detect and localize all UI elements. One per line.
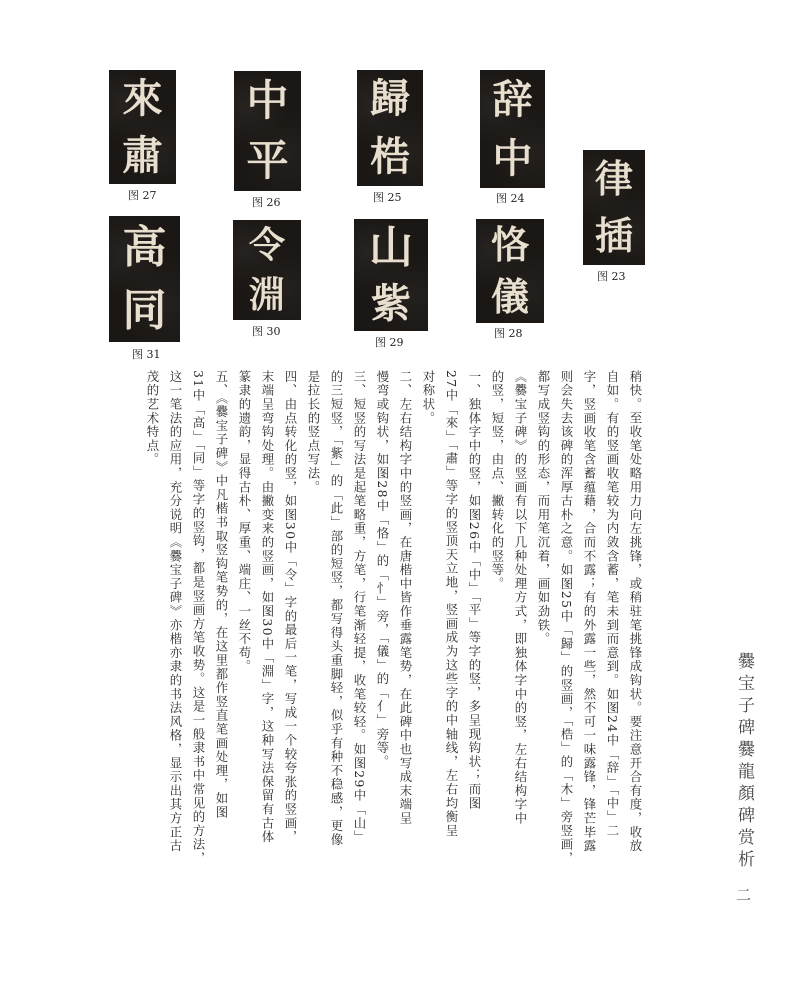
- rubbing-glyph: 高: [122, 221, 167, 273]
- rubbing-plate-fig29: [354, 219, 428, 331]
- rubbing-glyph: 中: [492, 134, 533, 182]
- rubbing-glyph: 淵: [248, 274, 285, 316]
- running-title: 爨宝子碑爨龍顏碑赏析: [734, 652, 754, 872]
- rubbing-plate-fig26: [234, 71, 301, 191]
- text-column: 的三短竖，「紫」的「此」部的短竖，都写得头重脚轻，似乎有种不稳感，更像: [329, 370, 344, 847]
- rubbing-glyph: 肅: [122, 131, 163, 179]
- text-column: 31中「高」「同」等字的竖钩，都是竖画方笔收势。这是一般隶书中常见的方法，: [191, 370, 206, 866]
- text-column: 字，竖画收笔含蓄蕴藉，合而不露；有的外露一些，然不可一味露锋，锋芒毕露: [582, 370, 597, 853]
- rubbing-glyph: 平: [246, 136, 289, 185]
- rubbing-plate-fig31: [109, 216, 180, 342]
- rubbing-glyph: 來: [122, 74, 163, 122]
- rubbing-glyph: 令: [248, 224, 285, 266]
- text-column: 自如。有的竖画收笔较为内敛含蓄，笔未到而意到。如图24中「辞」「中」二: [605, 370, 620, 838]
- rubbing-glyph: 律: [594, 155, 633, 201]
- text-column: 则会失去该碑的浑厚古朴之意。如图25中「歸」的竖画，「梏」的「木」旁竖画，: [559, 370, 574, 866]
- rubbing-glyph: 恪: [490, 222, 529, 267]
- rubbing-plate-fig28: [476, 219, 544, 323]
- figure-caption: 图 26: [252, 196, 281, 209]
- text-column: 稍快。至收笔处略用力向左挑锋，或稍驻笔挑锋成钩状。要注意开合有度，收放: [628, 370, 643, 853]
- text-column: 的竖，短竖，由点、撇转化的竖等。: [490, 370, 505, 591]
- text-column: 三、短竖的写法是起笔略重，方笔，行笔渐轻提，收笔较轻。如图29中「山」: [352, 370, 367, 844]
- rubbing-plate-fig24: [480, 70, 545, 188]
- rubbing-glyph: 辞: [492, 75, 533, 123]
- figure-caption: 图 28: [494, 327, 523, 340]
- rubbing-plate-fig25: [357, 70, 423, 186]
- text-column: 五、《爨宝子碑》中凡楷书取竖钩笔势的，在这里都作竖直笔画处理，如图: [214, 370, 229, 820]
- rubbing-glyph: 梏: [370, 133, 410, 180]
- text-column: 四、由点转化的竖，如图30中「令」字的最后一笔，写成一个较夸张的竖画，: [283, 370, 298, 844]
- text-column: 这一笔法的应用，充分说明《爨宝子碑》亦楷亦隶的书法风格，显示出其方正古: [168, 370, 183, 853]
- rubbing-plate-fig27: [109, 70, 176, 184]
- text-column: 慢弯或钩状，如图28中「恪」的「忄」旁，「儀」的「亻」旁等。: [375, 370, 390, 769]
- rubbing-plate-fig30: [233, 220, 301, 320]
- figure-caption: 图 29: [375, 336, 404, 349]
- text-column: 二、左右结构字中的竖画，在唐楷中皆作垂露笔势，在此碑中也写成末端呈: [398, 370, 413, 826]
- text-column: 都写成竖钩的形态，而用笔沉着，画如劲铁。: [536, 370, 551, 646]
- text-column: 对称状。: [421, 370, 436, 426]
- figure-caption: 图 31: [132, 348, 161, 361]
- figure-caption: 图 25: [373, 191, 402, 204]
- rubbing-glyph: 儀: [490, 274, 529, 319]
- figure-caption: 图 24: [496, 192, 525, 205]
- text-column: 茂的艺术特点。: [145, 370, 160, 467]
- rubbing-glyph: 插: [594, 213, 633, 259]
- text-column: 27中「來」「肅」等字的竖顶天立地，竖画成为这些字的中轴线，左右均衡呈: [444, 370, 459, 838]
- text-column: 末端呈弯钩处理。由撇变来的竖画，如图30中「淵」字，这种写法保留有古体: [260, 370, 275, 844]
- text-column: 一、独体字中的竖，如图26中「中」「平」等字的竖，多呈现钩状；而图: [467, 370, 482, 811]
- text-column: 《爨宝子碑》的竖画有以下几种处理方式，即独体字中的竖，左右结构字中: [513, 370, 528, 826]
- rubbing-glyph: 紫: [371, 280, 411, 327]
- figure-caption: 图 27: [128, 189, 157, 202]
- rubbing-glyph: 同: [122, 284, 167, 336]
- text-column: 篆隶的遗韵，显得古朴、厚重、端庄、一丝不苟。: [237, 370, 252, 674]
- rubbing-plate-fig23: [583, 150, 645, 265]
- figure-caption: 图 30: [252, 325, 281, 338]
- text-column: 是拉长的竖点写法。: [306, 370, 321, 495]
- figure-caption: 图 23: [597, 270, 626, 283]
- rubbing-glyph: 山: [369, 222, 413, 273]
- rubbing-glyph: 中: [246, 76, 289, 125]
- rubbing-glyph: 歸: [370, 75, 410, 122]
- page-number: 二: [734, 887, 752, 902]
